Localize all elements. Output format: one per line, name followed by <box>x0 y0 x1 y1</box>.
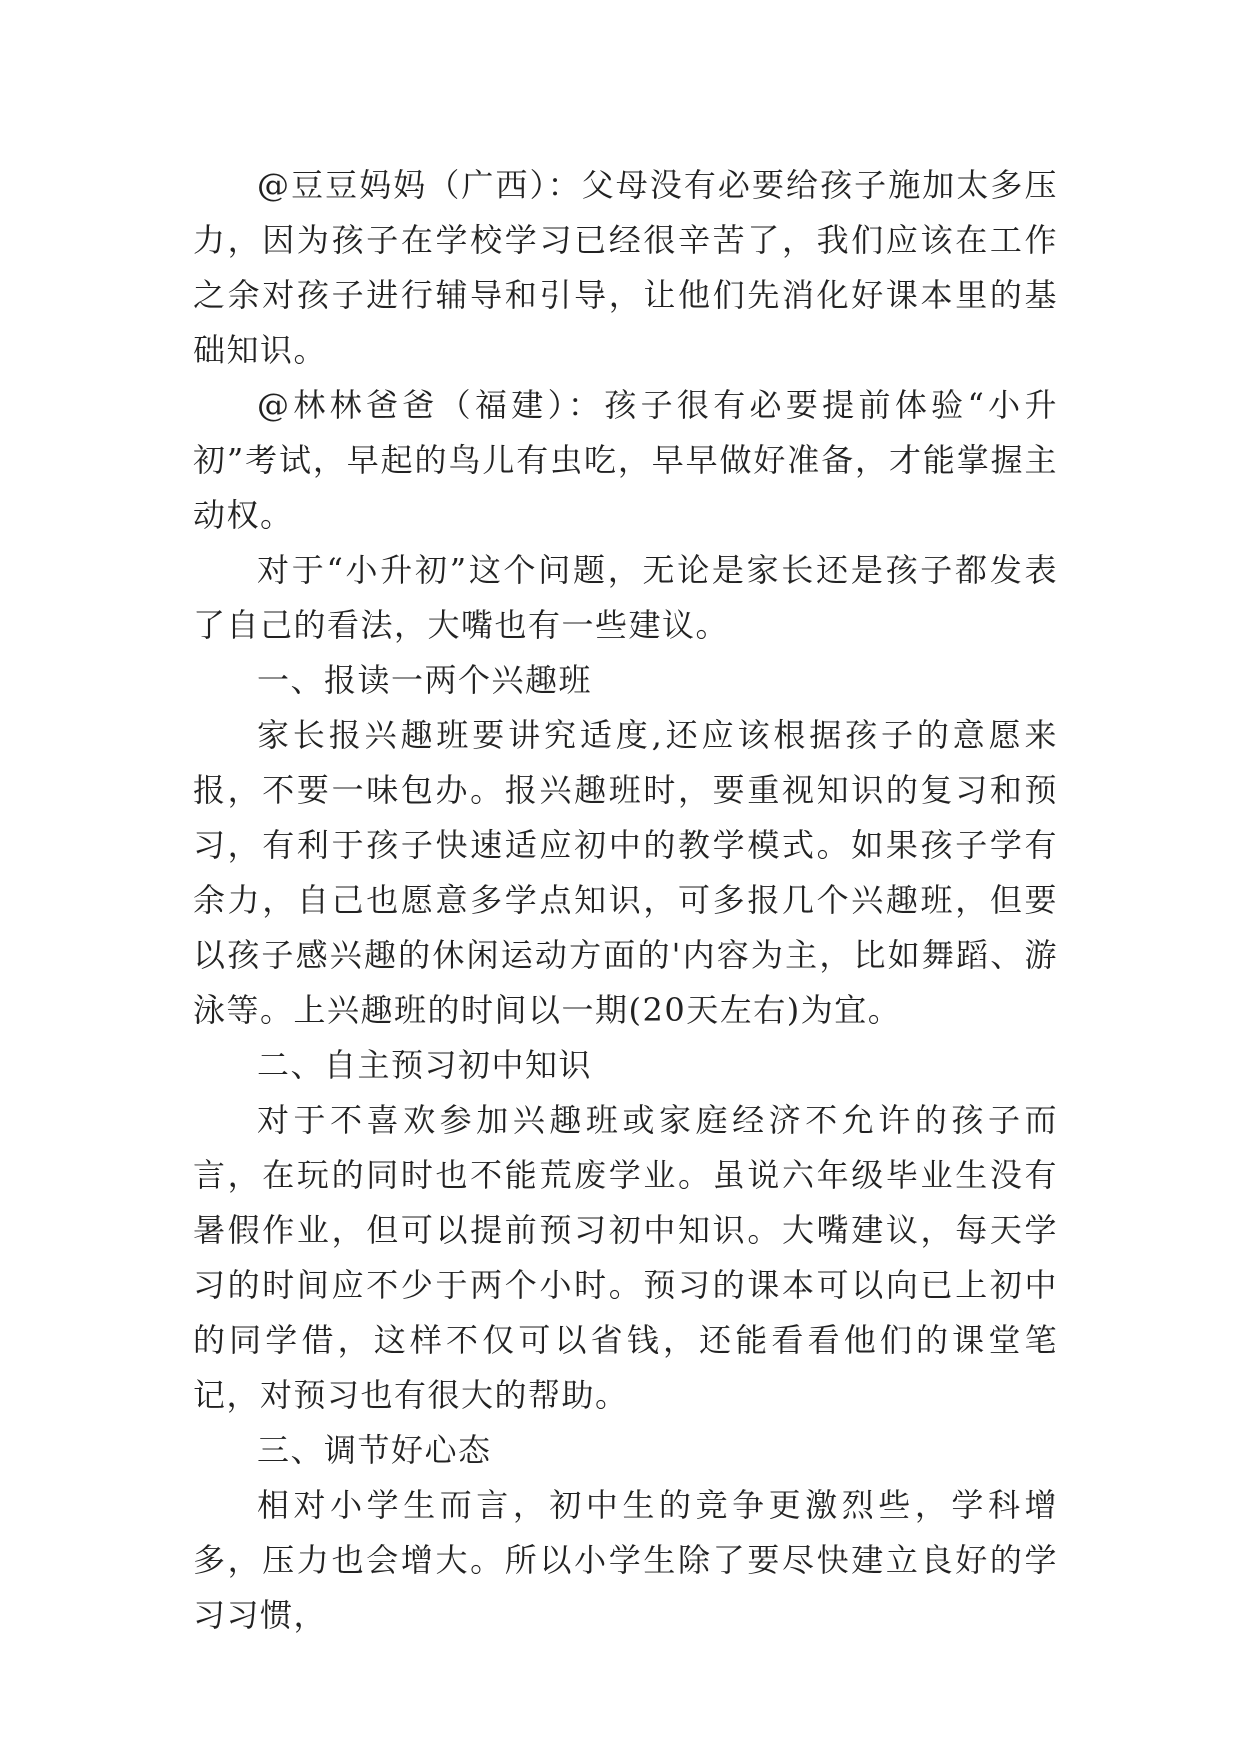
paragraph-self-preview: 对于不喜欢参加兴趣班或家庭经济不允许的孩子而言，在玩的同时也不能荒废学业。虽说六年级毕业生没有暑假作业，但可以提前预习初中知识。大嘴建议，每天学习的时间应不少于两个小时。预习的课本可以向已上初中的同学借，这样不仅可以省钱，还能看看他们的课堂笔记，对预习也有很大的帮助。 <box>193 1101 1058 1414</box>
paragraph-intro-suggestions: 对于“小升初”这个问题，无论是家长还是孩子都发表了自己的看法，大嘴也有一些建议。 <box>193 551 1058 644</box>
section-heading-3: 三、调节好心态 <box>257 1431 492 1469</box>
document-body <box>193 158 1058 1643</box>
paragraph-mindset: 相对小学生而言，初中生的竞争更激烈些，学科增多，压力也会增大。所以小学生除了要尽快建立良好的学习习惯， <box>193 1486 1058 1634</box>
section-heading-2: 二、自主预习初中知识 <box>257 1046 593 1084</box>
paragraph-linlin-baba: @林林爸爸（福建）：孩子很有必要提前体验“小升初”考试，早起的鸟儿有虫吃，早早做好准备，才能掌握主动权。 <box>193 386 1058 534</box>
paragraph-doudou-mama: @豆豆妈妈（广西）：父母没有必要给孩子施加太多压力，因为孩子在学校学习已经很辛苦了，我们应该在工作之余对孩子进行辅导和引导，让他们先消化好课本里的基础知识。 <box>193 166 1058 369</box>
section-heading-1: 一、报读一两个兴趣班 <box>257 661 593 699</box>
paragraph-interest-class: 家长报兴趣班要讲究适度,还应该根据孩子的意愿来报，不要一味包办。报兴趣班时，要重视知识的复习和预习，有利于孩子快速适应初中的教学模式。如果孩子学有余力，自己也愿意多学点知识，可多报几个兴趣班，但要以孩子感兴趣的休闲运动方面的'内容为主，比如舞蹈、游泳等。上兴趣班的时间以一期(20天左右)为宜。 <box>193 716 1058 1029</box>
